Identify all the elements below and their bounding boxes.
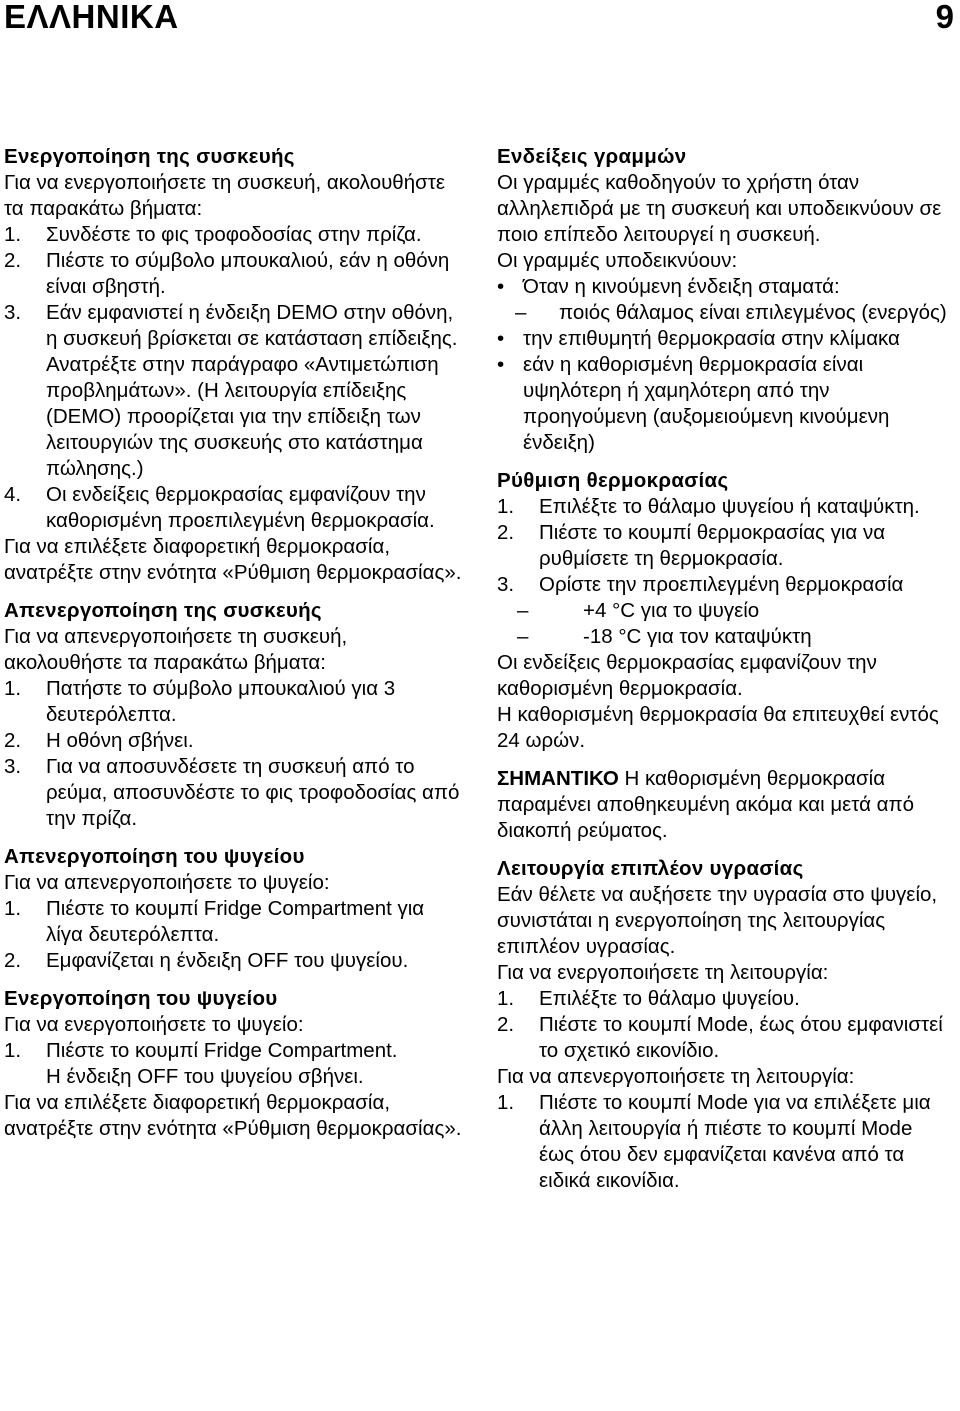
section-title-bar-indicators: Ενδείξεις γραμμών — [497, 145, 687, 168]
step: 3. Εάν εμφανιστεί η ένδειξη DEMO στην οθόνη, η συσκευή βρίσκεται σε κατάσταση επίδειξης. Ανατρέξτε στην παράγραφο «Αντιμετώπιση προβλημάτων». (Η λειτουργία επίδειξης (DEMO) προορίζεται για την επίδειξη των λειτουργιών της συσκευής στο κατάστημα πώλησης.) — [4, 301, 458, 480]
right-column — [497, 144, 953, 1194]
section-intro: Οι γραμμές καθοδηγούν το χρήστη όταν αλληλεπιδρά με τη συσκευή και υποδεικνύουν σε ποιο επίπεδο λειτουργεί η συσκευή. — [497, 171, 942, 246]
section-lead: Οι γραμμές υποδεικνύουν: — [497, 249, 738, 272]
section-title-appliance-off: Απενεργοποίηση της συσκευής — [4, 599, 322, 622]
step: 1. Πατήστε το σύμβολο μπουκαλιού για 3 δευτερόλεπτα. — [4, 677, 396, 726]
section-outro: Για να επιλέξετε διαφορετική θερμοκρασία, ανατρέξτε στην ενότητα «Ρύθμιση θερμοκρασίας». — [4, 1091, 462, 1140]
step: 4. Οι ενδείξεις θερμοκρασίας εμφανίζουν την καθορισμένη προεπιλεγμένη θερμοκρασία. — [4, 483, 435, 532]
section-lead: Για να απενεργοποιήσετε τη λειτουργία: — [497, 1065, 855, 1088]
page-number: 9 — [935, 0, 954, 35]
paragraph: Η καθορισμένη θερμοκρασία θα επιτευχθεί εντός 24 ωρών. — [497, 703, 939, 752]
section-outro: Για να επιλέξετε διαφορετική θερμοκρασία, ανατρέξτε στην ενότητα «Ρύθμιση θερμοκρασίας». — [4, 535, 462, 584]
dash-item: – ποιός θάλαμος είναι επιλεγμένος (ενεργός) — [515, 301, 947, 324]
section-intro: Για να ενεργοποιήσετε τη συσκευή, ακολουθήστε τα παρακάτω βήματα: — [4, 171, 446, 220]
bullet-item: • Όταν η κινούμενη ένδειξη σταματά: — [497, 275, 840, 298]
dash-item: – +4 °C για το ψυγείο — [517, 599, 760, 622]
step: 1. Πιέστε το κουμπί Fridge Compartment. Η ένδειξη OFF του ψυγείου σβήνει. — [4, 1039, 398, 1088]
section-lead: Για να ενεργοποιήσετε τη λειτουργία: — [497, 961, 829, 984]
section-title-fridge-off: Απενεργοποίηση του ψυγείου — [4, 845, 305, 868]
step: 1. Επιλέξτε το θάλαμο ψυγείου ή καταψύκτη. — [497, 495, 920, 518]
bullet-item: • εάν η καθορισμένη θερμοκρασία είναι υψηλότερη ή χαμηλότερη από την προηγούμενη (αυξομειούμενη κινούμενη ένδειξη) — [497, 353, 890, 454]
step: 2. Πιέστε το κουμπί Mode, έως ότου εμφανιστεί το σχετικό εικονίδιο. — [497, 1013, 943, 1062]
section-intro: Εάν θέλετε να αυξήσετε την υγρασία στο ψυγείο, συνιστάται η ενεργοποίηση της λειτουργίας επιπλέον υγρασίας. — [497, 883, 938, 958]
important-label: ΣΗΜΑΝΤΙΚΟ — [497, 767, 619, 790]
step: 1. Επιλέξτε το θάλαμο ψυγείου. — [497, 987, 800, 1010]
section-intro: Για να απενεργοποιήσετε το ψυγείο: — [4, 871, 330, 894]
bullet-item: • την επιθυμητή θερμοκρασία στην κλίμακα — [497, 327, 900, 350]
section-title-temperature-setting: Ρύθμιση θερμοκρασίας — [497, 469, 729, 492]
step: 2. Πιέστε το κουμπί θερμοκρασίας για να ρυθμίσετε τη θερμοκρασία. — [497, 521, 886, 570]
step: 1. Πιέστε το κουμπί Mode για να επιλέξετε μια άλλη λειτουργία ή πιέστε το κουμπί Mode έως ότου δεν εμφανίζεται κανένα από τα ειδικά εικονίδια. — [497, 1091, 931, 1192]
dash-item: – -18 °C για τον καταψύκτη — [517, 625, 812, 648]
step: 3. Ορίστε την προεπιλεγμένη θερμοκρασία — [497, 573, 904, 596]
section-intro: Για να απενεργοποιήσετε τη συσκευή, ακολουθήστε τα παρακάτω βήματα: — [4, 625, 348, 674]
section-title-fridge-on: Ενεργοποίηση του ψυγείου — [4, 987, 278, 1010]
header-language: ΕΛΛΗΝΙΚΑ — [4, 0, 179, 35]
step: 2. Εμφανίζεται η ένδειξη OFF του ψυγείου. — [4, 949, 409, 972]
section-title-extra-humidity: Λειτουργία επιπλέον υγρασίας — [497, 857, 804, 880]
step: 1. Πιέστε το κουμπί Fridge Compartment για λίγα δευτερόλεπτα. — [4, 897, 425, 946]
paragraph: Οι ενδείξεις θερμοκρασίας εμφανίζουν την καθορισμένη θερμοκρασία. — [497, 651, 877, 700]
important-note: ΣΗΜΑΝΤΙΚΟ Η καθορισμένη θερμοκρασία παραμένει αποθηκευμένη ακόμα και μετά από διακοπή ρεύματος. — [497, 767, 915, 842]
step: 2. Πιέστε το σύμβολο μπουκαλιού, εάν η οθόνη είναι σβηστή. — [4, 249, 450, 298]
step: 1. Συνδέστε το φις τροφοδοσίας στην πρίζα. — [4, 223, 422, 246]
step: 2. Η οθόνη σβήνει. — [4, 729, 194, 752]
section-intro: Για να ενεργοποιήσετε το ψυγείο: — [4, 1013, 304, 1036]
section-title-appliance-on: Ενεργοποίηση της συσκευής — [4, 145, 295, 168]
step-note: Η ένδειξη OFF του ψυγείου σβήνει. — [46, 1065, 364, 1088]
step: 3. Για να αποσυνδέσετε τη συσκευή από το ρεύμα, αποσυνδέστε το φις τροφοδοσίας από την πρίζα. — [4, 755, 460, 830]
left-column — [4, 144, 466, 1142]
